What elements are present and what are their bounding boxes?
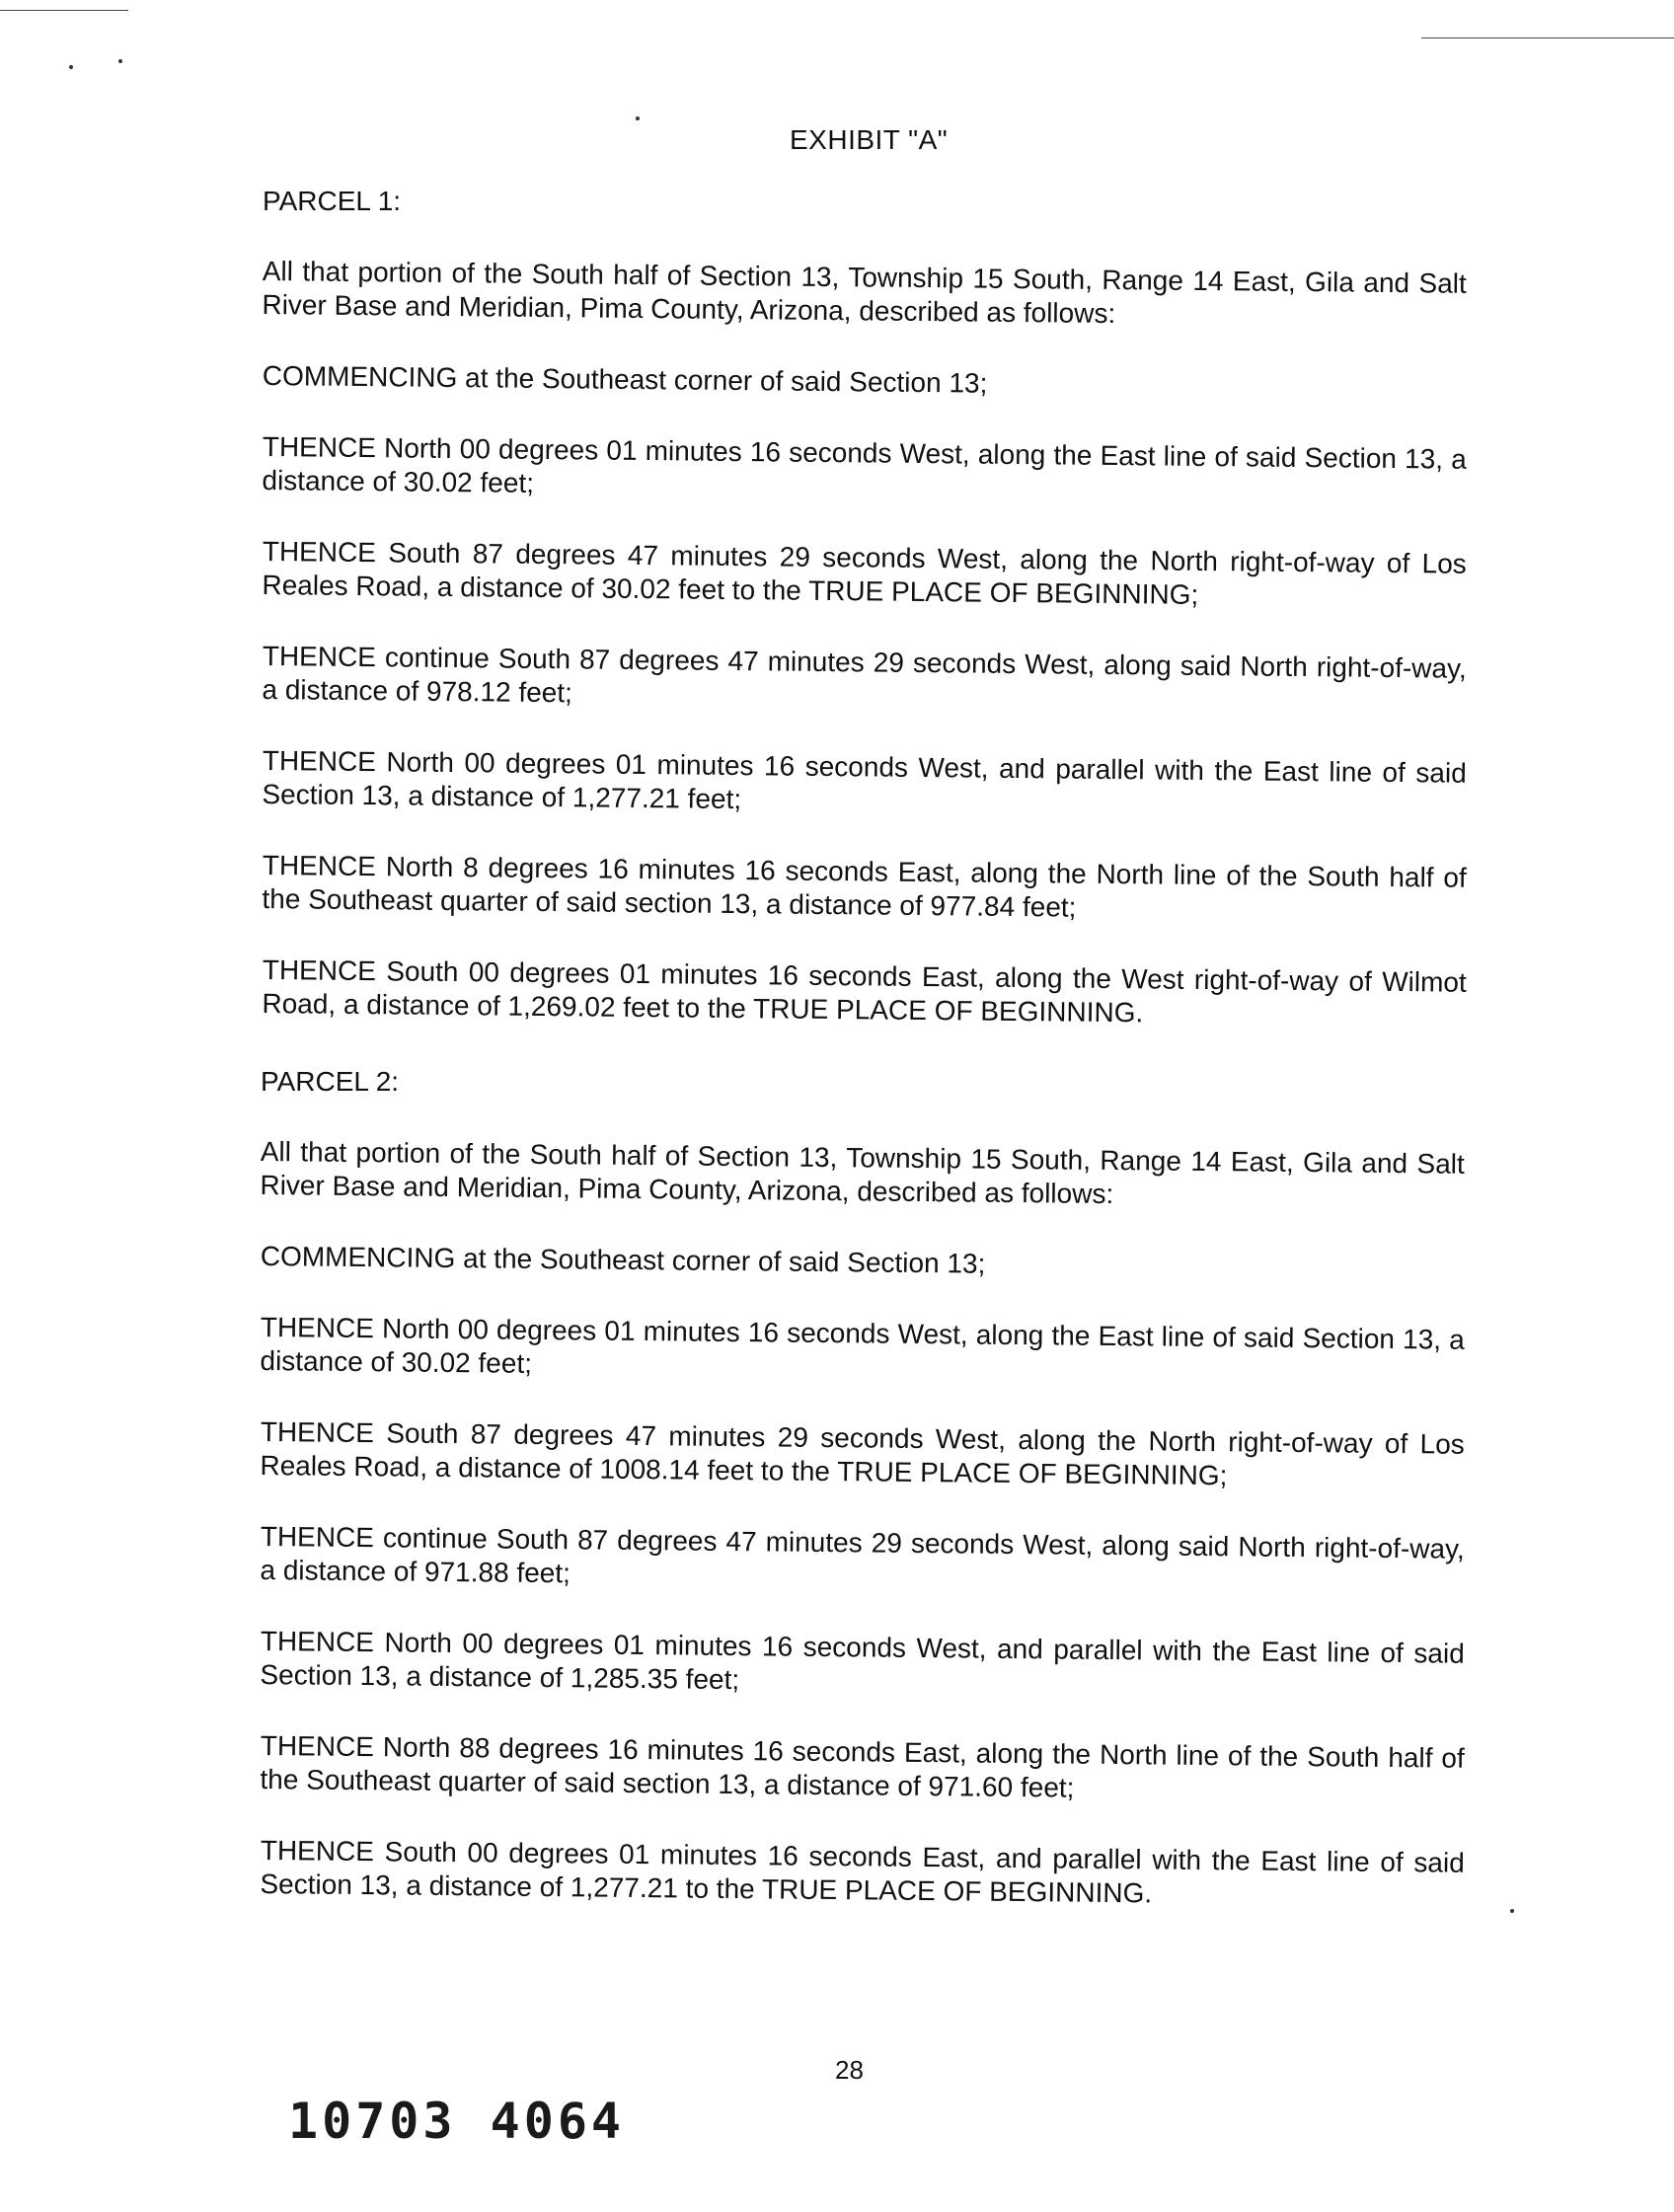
parcel-2-paragraph: All that portion of the South half of Section 13, Township 15 South, Range 14 East, Gila and Salt River Base and Meridian, Pima County, Arizona, described as follows:: [260, 1136, 1465, 1210]
page-number: 28: [835, 2055, 864, 2085]
parcel-1-paragraph: THENCE North 00 degrees 01 minutes 16 seconds West, and parallel with the East line of said Section 13, a distance of 1,277.21 feet;: [262, 744, 1467, 815]
parcel-2-paragraph: THENCE South 87 degrees 47 minutes 29 seconds West, along the North right-of-way of Los Reales Road, a distance of 1008.14 feet to the TRUE PLACE OF BEGINNING;: [260, 1416, 1465, 1491]
parcel-1-paragraph: THENCE continue South 87 degrees 47 minutes 29 seconds West, along said North right-of-way, a distance of 978.12 feet;: [262, 640, 1467, 709]
parcel-2-paragraph: THENCE continue South 87 degrees 47 minutes 29 seconds West, along said North right-of-way, a distance of 971.88 feet;: [260, 1521, 1465, 1589]
parcel-2-paragraph: THENCE North 00 degrees 01 minutes 16 seconds West, and parallel with the East line of said Section 13, a distance of 1,285.35 feet;: [260, 1626, 1465, 1696]
parcel-1-section: [263, 186, 1467, 1058]
exhibit-title: EXHIBIT "A": [790, 124, 949, 155]
scan-speck: [1510, 1909, 1514, 1913]
scan-speck: [636, 116, 640, 120]
parcel-1-paragraph: THENCE North 00 degrees 01 minutes 16 seconds West, along the East line of said Section 13, a distance of 30.02 feet;: [262, 430, 1467, 498]
scan-speck: [69, 65, 73, 69]
parcel-1-paragraph: All that portion of the South half of Section 13, Township 15 South, Range 14 East, Gila and Salt River Base and Meridian, Pima County, Arizona, described as follows:: [262, 255, 1467, 330]
parcel-1-paragraph: COMMENCING at the Southeast corner of said Section 13;: [262, 359, 988, 399]
parcel-2-section: [261, 1066, 1465, 1939]
parcel-1-paragraph: THENCE North 8 degrees 16 minutes 16 seconds East, along the North line of the South half of the Southeast quarter of said section 13, a distance of 977.84 feet;: [262, 849, 1467, 923]
recording-stamp-number: 10703 4064: [288, 2093, 626, 2150]
parcel-1-paragraph: THENCE South 00 degrees 01 minutes 16 seconds East, along the West right-of-way of Wilmot Road, a distance of 1,269.02 feet to the TRUE PLACE OF BEGINNING.: [262, 953, 1467, 1029]
parcel-1-paragraph: THENCE South 87 degrees 47 minutes 29 seconds West, along the North right-of-way of Los Reales Road, a distance of 30.02 feet to the TRUE PLACE OF BEGINNING;: [262, 535, 1467, 610]
parcel-2-paragraph: THENCE North 88 degrees 16 minutes 16 seconds East, along the North line of the South half of the Southeast quarter of said section 13, a distance of 971.60 feet;: [260, 1730, 1465, 1803]
scan-speck: [118, 59, 122, 63]
scan-edge-mark-top-left: [0, 10, 128, 11]
parcel-1-heading: PARCEL 1:: [263, 186, 402, 216]
parcel-2-paragraph: THENCE North 00 degrees 01 minutes 16 seconds West, along the East line of said Section 13, a distance of 30.02 feet;: [260, 1312, 1465, 1379]
parcel-2-paragraph: THENCE South 00 degrees 01 minutes 16 seconds East, and parallel with the East line of said Section 13, a distance of 1,277.21 to the TRUE PLACE OF BEGINNING.: [260, 1835, 1465, 1909]
parcel-2-paragraph: COMMENCING at the Southeast corner of said Section 13;: [260, 1241, 986, 1279]
parcel-2-heading: PARCEL 2:: [261, 1066, 400, 1097]
